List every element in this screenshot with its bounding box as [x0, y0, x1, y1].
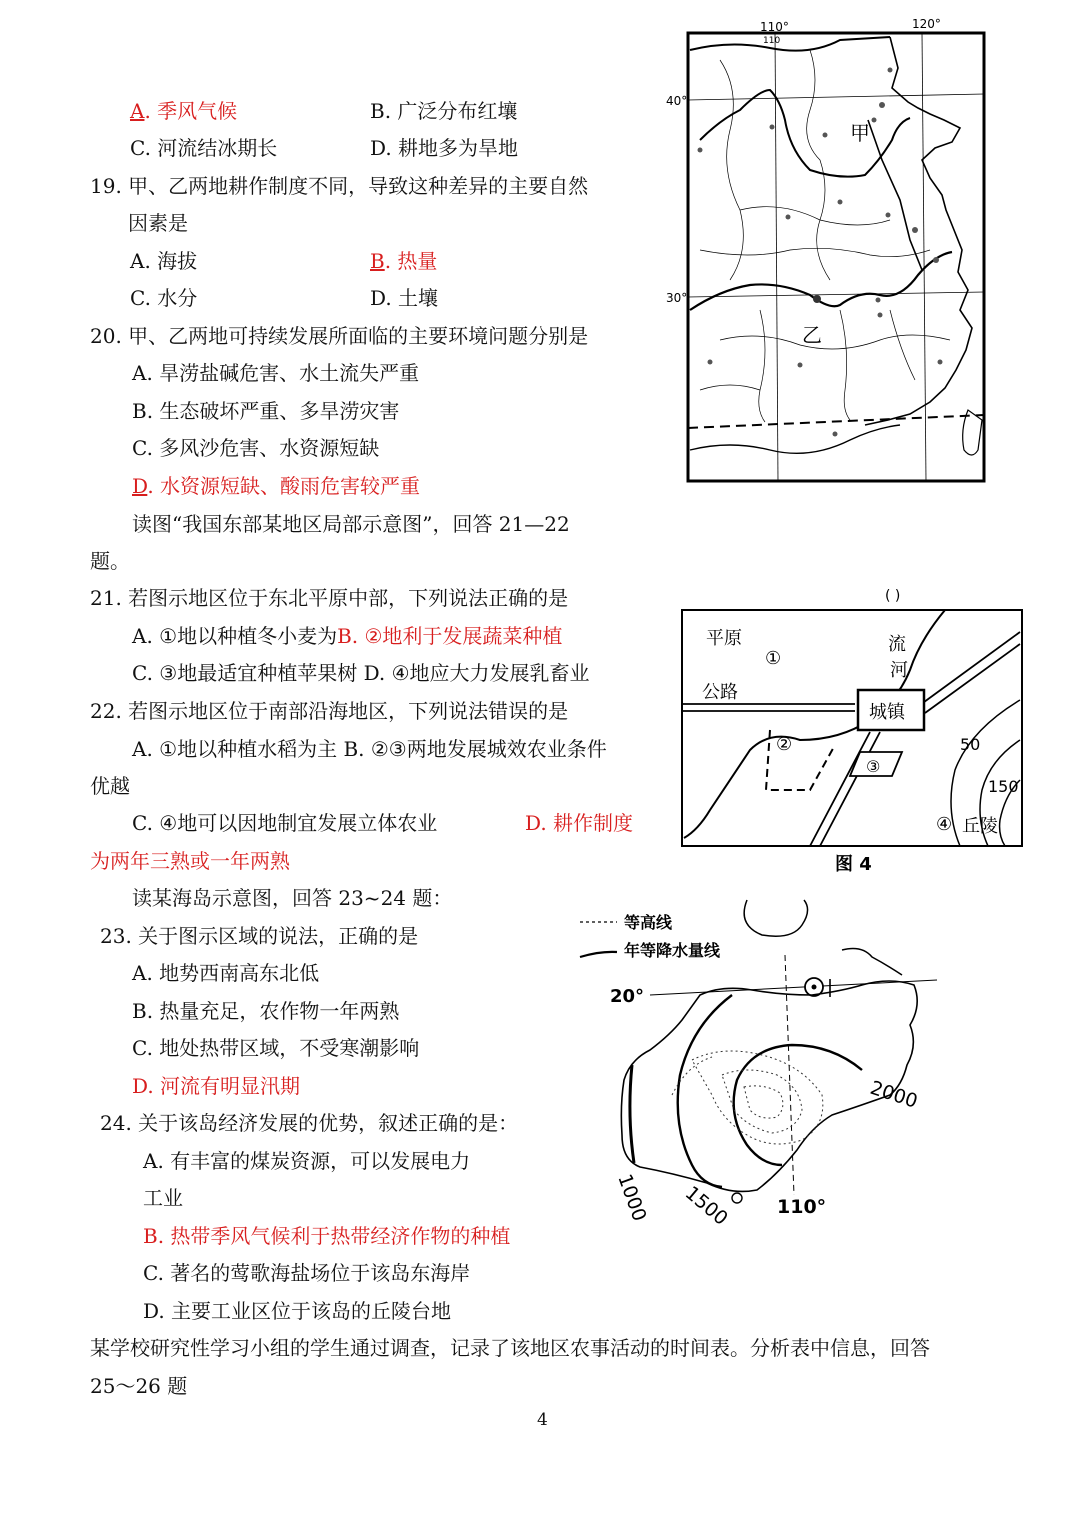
map1-lon-small: 110	[763, 36, 781, 46]
map2-label-2: ②	[776, 734, 793, 755]
figure-4-diagram	[670, 580, 1030, 880]
q20-option-c: C. 多风沙危害、水资源短缺	[132, 436, 380, 460]
q22-option-c: C. ④地可以因地制宜发展立体农业	[132, 811, 438, 835]
q19-option-b: B. 热量	[370, 249, 438, 273]
map3-label-2000: 2000	[867, 1076, 921, 1113]
map2-label-liu: 流	[888, 634, 906, 655]
q19-option-a: A. 海拔	[130, 249, 198, 273]
q22-stem: 22. 若图示地区位于南部沿海地区，下列说法错误的是	[90, 699, 569, 723]
q21-option-cd: C. ③地最适宜种植苹果树 D. ④地应大力发展乳畜业	[132, 661, 590, 685]
map1-lon-110: 110°	[760, 20, 789, 34]
q20-option-b: B. 生态破坏严重、多旱涝灾害	[132, 399, 400, 423]
map2-label-1: ①	[765, 648, 782, 669]
q18-option-c: C. 河流结冰期长	[130, 136, 278, 160]
intro-21-22-cont: 题。	[90, 549, 130, 573]
page-number: 4	[537, 1410, 548, 1430]
q23-option-b: B. 热量充足，农作物一年两熟	[132, 999, 400, 1023]
island-map	[572, 895, 967, 1240]
map2-label-3: ③	[866, 757, 881, 776]
map3-label-1000: 1000	[613, 1171, 651, 1225]
q23-option-c: C. 地处热带区域，不受寒潮影响	[132, 1036, 420, 1060]
q23-option-a: A. 地势西南高东北低	[132, 961, 320, 985]
map2-label-4: ④	[936, 814, 953, 835]
q18-option-a: A. 季风气候	[130, 99, 238, 123]
q24-option-b: B. 热带季风气候利于热带经济作物的种植	[143, 1224, 511, 1248]
q19-option-d: D. 土壤	[370, 286, 439, 310]
map1-label-jia: 甲	[850, 121, 870, 145]
q24-option-a-cont: 工业	[143, 1186, 183, 1210]
map3-label-110: 110°	[777, 1196, 827, 1218]
q20-stem: 20. 甲、乙两地可持续发展所面临的主要环境问题分别是	[90, 324, 589, 348]
map1-lat-40: 40°	[666, 94, 688, 108]
q24-option-c: C. 著名的莺歌海盐场位于该岛东海岸	[143, 1261, 471, 1285]
q22-option-d-cont: 为两年三熟或一年两熟	[90, 849, 290, 873]
intro-25-26-cont: 25～26 题	[90, 1374, 188, 1398]
q22-option-b-cont: 优越	[90, 774, 130, 798]
intro-23-24: 读某海岛示意图，回答 23~24 题：	[132, 886, 453, 910]
map2-label-chengzhen: 城镇	[869, 702, 905, 723]
q23-option-d: D. 河流有明显汛期	[132, 1074, 301, 1098]
q22-option-ab: A. ①地以种植水稻为主 B. ②③两地发展城效农业条件	[132, 737, 607, 761]
q20-option-a: A. 旱涝盐碱危害、水土流失严重	[132, 361, 420, 385]
map2-label-gonglu: 公路	[702, 682, 738, 703]
q19-option-c: C. 水分	[130, 286, 198, 310]
q24-option-a: A. 有丰富的煤炭资源，可以发展电力	[143, 1149, 471, 1173]
q22-option-d: D. 耕作制度	[525, 811, 634, 835]
q19-stem: 19. 甲、乙两地耕作制度不同，导致这种差异的主要自然	[90, 174, 589, 198]
q24-option-d: D. 主要工业区位于该岛的丘陵台地	[143, 1299, 452, 1323]
map2-caption: 图 4	[835, 854, 872, 875]
map3-lat-20: 20°	[610, 986, 645, 1007]
q20-option-d: D. 水资源短缺、酸雨危害较严重	[132, 474, 421, 498]
q23-stem: 23. 关于图示区域的说法，正确的是	[100, 924, 419, 948]
map3-label-1500: 1500	[680, 1181, 732, 1230]
q21-option-ab: A. ①地以种植冬小麦为B. ②地利于发展蔬菜种植	[132, 624, 563, 648]
map2-label-qiuling: 丘陵	[962, 816, 998, 837]
map-eastern-china	[660, 10, 990, 490]
map1-label-yi: 乙	[802, 323, 822, 347]
q18-option-b: B. 广泛分布红壤	[370, 99, 518, 123]
map1-lat-30: 30°	[666, 291, 688, 305]
map2-label-50: 50	[960, 735, 981, 754]
map2-label-pingyuan: 平原	[706, 628, 742, 649]
q24-stem: 24. 关于该岛经济发展的优势，叙述正确的是：	[100, 1111, 519, 1135]
map1-lon-120: 120°	[912, 17, 941, 31]
map3-legend-rain: 年等降水量线	[624, 941, 721, 960]
q21-stem: 21. 若图示地区位于东北平原中部，下列说法正确的是	[90, 586, 569, 610]
intro-25-26: 某学校研究性学习小组的学生通过调查，记录了该地区农事活动的时间表。分析表中信息，回答	[90, 1336, 930, 1360]
map2-paren: ( )	[885, 588, 901, 604]
map2-label-150: 150	[988, 777, 1019, 796]
map2-label-he: 河	[890, 660, 908, 681]
q19-stem-cont: 因素是	[128, 211, 188, 235]
intro-21-22: 读图“我国东部某地区局部示意图”，回答 21—22	[132, 512, 570, 536]
map3-legend-contour: 等高线	[624, 913, 673, 932]
q18-option-d: D. 耕地多为旱地	[370, 136, 519, 160]
